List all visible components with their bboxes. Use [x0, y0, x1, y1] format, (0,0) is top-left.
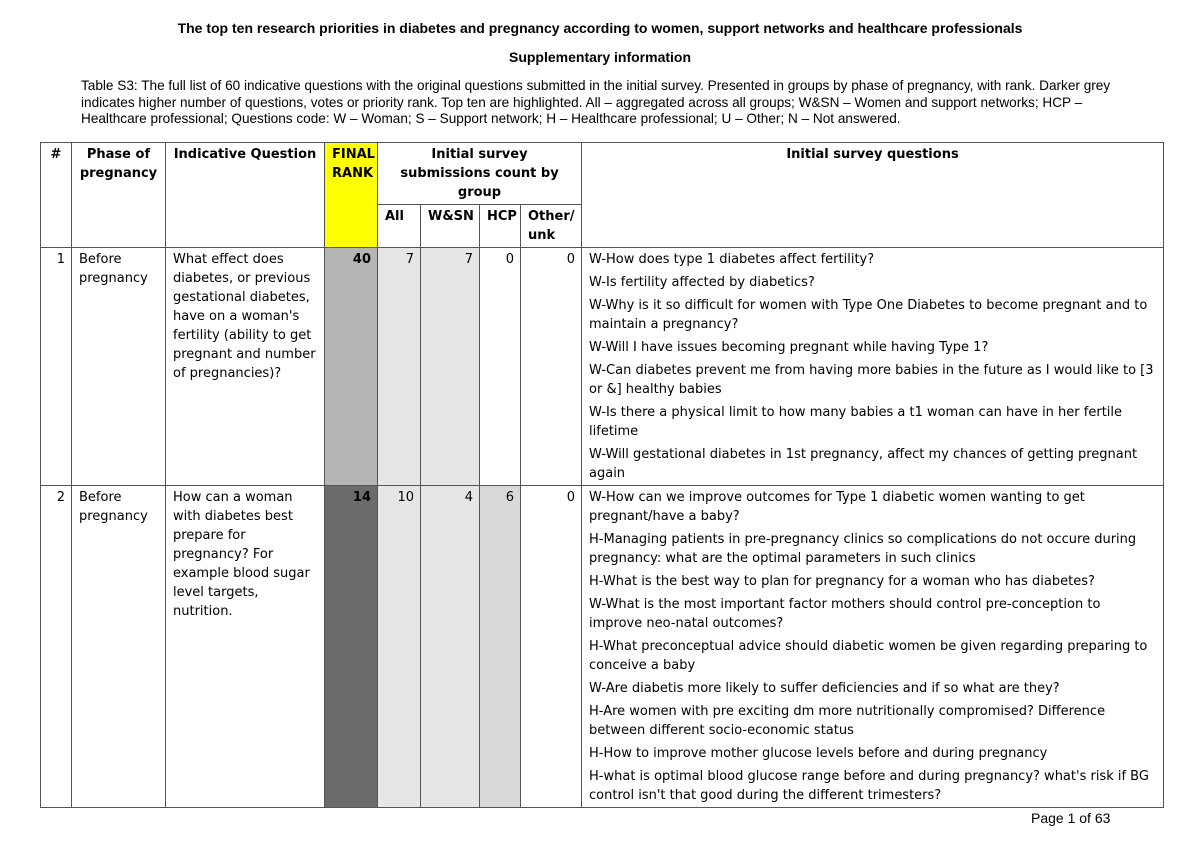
row-final-rank: 40: [325, 248, 378, 486]
header-all: All: [378, 205, 421, 248]
header-hcp: HCP: [480, 205, 521, 248]
header-other: Other/ unk: [521, 205, 582, 248]
priorities-table: [40, 142, 1164, 808]
row-num: 2: [41, 486, 72, 808]
row-phase: Before pregnancy: [72, 248, 166, 486]
row-count-wsn: 7: [421, 248, 480, 486]
initial-question: H-What is the best way to plan for pregnancy for a woman who has diabetes?: [589, 574, 1095, 589]
table-row: [41, 248, 1164, 486]
row-num: 1: [41, 248, 72, 486]
initial-question: H-Managing patients in pre-pregnancy clinics so complications do not occure during pregnancy: what are the optimal parameters in such clinics: [589, 532, 1137, 566]
row-count-other: 0: [521, 486, 582, 808]
row-phase: Before pregnancy: [72, 486, 166, 808]
header-num: #: [41, 143, 72, 248]
initial-question: H-Are women with pre exciting dm more nutritionally compromised? Difference between different socio-economic status: [589, 704, 1106, 738]
initial-question: W-Will I have issues becoming pregnant while having Type 1?: [589, 340, 989, 355]
header-submissions: Initial survey submissions count by group: [378, 143, 582, 205]
initial-question: W-Can diabetes prevent me from having more babies in the future as I would like to [3 or &] healthy babies: [589, 363, 1154, 397]
row-count-wsn: 4: [421, 486, 480, 808]
header-question: Indicative Question: [166, 143, 325, 248]
document-title: The top ten research priorities in diabetes and pregnancy according to women, support networks and healthcare professionals: [177, 20, 1023, 36]
initial-question: W-Why is it so difficult for women with Type One Diabetes to become pregnant and to maintain a pregnancy?: [589, 298, 1148, 332]
initial-question: W-Is fertility affected by diabetics?: [589, 275, 815, 290]
initial-question: W-How can we improve outcomes for Type 1 diabetic women wanting to get pregnant/have a baby?: [589, 490, 1085, 524]
table-row: [41, 486, 1164, 808]
initial-question: H-what is optimal blood glucose range before and during pregnancy? what's risk if BG control isn't that good during the different trimesters?: [589, 769, 1149, 803]
row-count-hcp: 6: [480, 486, 521, 808]
initial-question: W-Is there a physical limit to how many babies a t1 woman can have in her fertile lifetime: [589, 405, 1123, 439]
row-initial-questions: [582, 486, 1164, 808]
row-final-rank: 14: [325, 486, 378, 808]
document-subtitle: Supplementary information: [508, 49, 692, 65]
initial-question: W-How does type 1 diabetes affect fertility?: [589, 252, 875, 267]
row-count-other: 0: [521, 248, 582, 486]
header-final-rank: FINAL RANK: [325, 143, 378, 248]
row-indicative-question: How can a woman with diabetes best prepare for pregnancy? For example blood sugar level targets, nutrition.: [166, 486, 325, 808]
page-number: Page 1 of 63: [1031, 810, 1111, 826]
row-count-all: 7: [378, 248, 421, 486]
header-initial-questions: Initial survey questions: [582, 143, 1164, 248]
initial-question: W-Will gestational diabetes in 1st pregnancy, affect my chances of getting pregnant again: [589, 447, 1138, 481]
initial-question: H-How to improve mother glucose levels before and during pregnancy: [589, 746, 1048, 761]
initial-question: W-Are diabetis more likely to suffer deficiencies and if so what are they?: [589, 681, 1060, 696]
table-caption: Table S3: The full list of 60 indicative questions with the original questions submitted in the initial survey. Presented in groups by phase of pregnancy, with rank. Darker grey indicates higher number of questions, votes or priority rank. Top ten are highlighted. All – aggregated across all groups; W&SN – Women and support networks; HCP – Healthcare professional; Questions code: W – Woman; S – Support network; H – Healthcare professional; U – Other; N – Not answered.: [81, 78, 1111, 126]
initial-question: W-What is the most important factor mothers should control pre-conception to improve neo-natal outcomes?: [589, 597, 1101, 631]
row-initial-questions: [582, 248, 1164, 486]
row-indicative-question: What effect does diabetes, or previous gestational diabetes, have on a woman's fertility (ability to get pregnant and number of pregnancies)?: [166, 248, 325, 486]
header-phase: Phase of pregnancy: [72, 143, 166, 248]
initial-question: H-What preconceptual advice should diabetic women be given regarding preparing to conceive a baby: [589, 639, 1148, 673]
row-count-all: 10: [378, 486, 421, 808]
row-count-hcp: 0: [480, 248, 521, 486]
header-wsn: W&SN: [421, 205, 480, 248]
